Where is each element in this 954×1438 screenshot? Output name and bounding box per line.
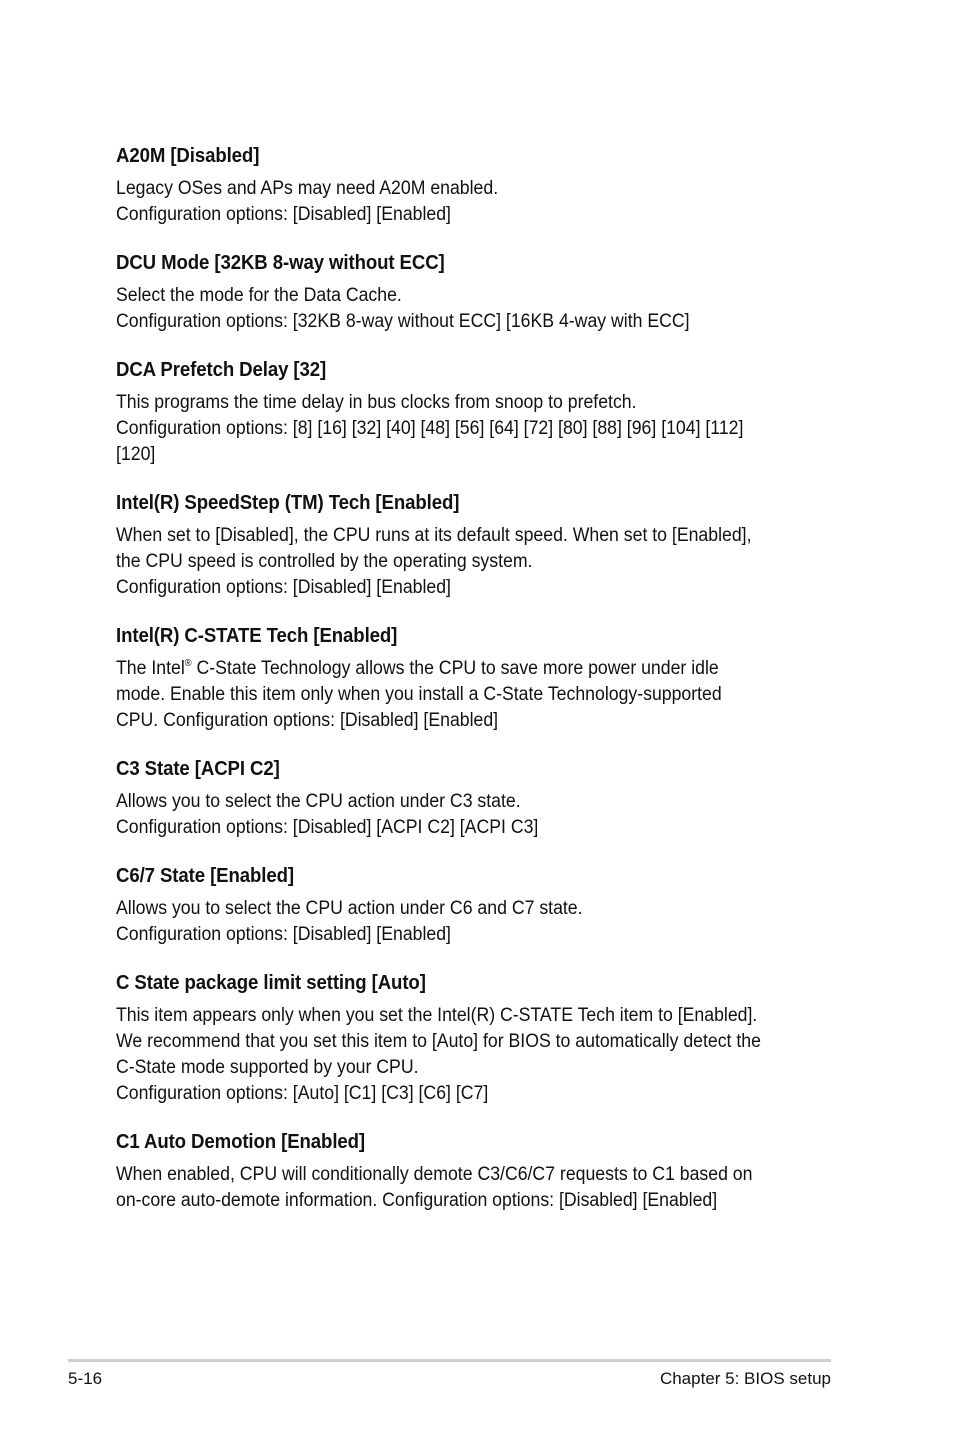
section-c-state-tech bbox=[116, 623, 856, 734]
body-line-start: The Intel bbox=[116, 658, 185, 679]
section-heading: Intel(R) C-STATE Tech [Enabled] bbox=[116, 625, 398, 647]
body-line: CPU. Configuration options: [Disabled] [Enabled] bbox=[116, 710, 499, 731]
body-line: This item appears only when you set the Intel(R) C-STATE Tech item to [Enabled]. bbox=[116, 1005, 758, 1026]
body-line: Configuration options: [Disabled] [ACPI C2] [ACPI C3] bbox=[116, 817, 539, 838]
page-content bbox=[116, 143, 856, 1236]
body-line: the CPU speed is controlled by the operating system. bbox=[116, 551, 533, 572]
body-line: Configuration options: [8] [16] [32] [40] [48] [56] [64] [72] [80] [88] [96] [104] [112] bbox=[116, 418, 744, 439]
section-body bbox=[116, 656, 832, 734]
section-dca-prefetch-delay bbox=[116, 357, 856, 468]
body-line-end: C-State Technology allows the CPU to save more power under idle bbox=[191, 658, 719, 679]
registered-mark: ® bbox=[184, 658, 192, 669]
section-heading: C State package limit setting [Auto] bbox=[116, 972, 426, 994]
chapter-title: Chapter 5: BIOS setup bbox=[659, 1369, 831, 1388]
body-line: on-core auto-demote information. Configuration options: [Disabled] [Enabled] bbox=[116, 1190, 718, 1211]
page-number: 5-16 bbox=[68, 1369, 103, 1388]
section-heading: C6/7 State [Enabled] bbox=[116, 865, 294, 887]
section-heading: DCA Prefetch Delay [32] bbox=[116, 359, 327, 381]
section-dcu-mode bbox=[116, 250, 856, 335]
section-c6-7-state bbox=[116, 863, 856, 948]
section-heading: C3 State [ACPI C2] bbox=[116, 758, 280, 780]
body-line: Configuration options: [Auto] [C1] [C3] [C6] [C7] bbox=[116, 1083, 489, 1104]
section-heading: C1 Auto Demotion [Enabled] bbox=[116, 1131, 366, 1153]
section-speedstep bbox=[116, 490, 856, 601]
section-c3-state bbox=[116, 756, 856, 841]
section-body bbox=[116, 176, 832, 228]
body-line: When enabled, CPU will conditionally demote C3/C6/C7 requests to C1 based on bbox=[116, 1164, 753, 1185]
body-line: [120] bbox=[116, 444, 156, 465]
section-c-state-package-limit bbox=[116, 970, 856, 1107]
body-line: Configuration options: [32KB 8-way without ECC] [16KB 4-way with ECC] bbox=[116, 311, 690, 332]
body-line: Allows you to select the CPU action under C6 and C7 state. bbox=[116, 898, 583, 919]
body-line: When set to [Disabled], the CPU runs at its default speed. When set to [Enabled], bbox=[116, 525, 752, 546]
body-line: Configuration options: [Disabled] [Enabled] bbox=[116, 204, 451, 225]
section-body bbox=[116, 789, 832, 841]
section-body bbox=[116, 283, 832, 335]
section-c1-auto-demotion bbox=[116, 1129, 856, 1214]
body-line: Configuration options: [Disabled] [Enabled] bbox=[116, 577, 451, 598]
section-heading: Intel(R) SpeedStep (TM) Tech [Enabled] bbox=[116, 492, 460, 514]
body-line: We recommend that you set this item to [Auto] for BIOS to automatically detect the bbox=[116, 1031, 761, 1052]
section-heading: DCU Mode [32KB 8-way without ECC] bbox=[116, 252, 445, 274]
body-line: Configuration options: [Disabled] [Enabled] bbox=[116, 924, 451, 945]
body-line: Legacy OSes and APs may need A20M enabled. bbox=[116, 178, 499, 199]
section-body bbox=[116, 1162, 832, 1214]
section-a20m bbox=[116, 143, 856, 228]
section-body bbox=[116, 523, 832, 601]
body-line: C-State mode supported by your CPU. bbox=[116, 1057, 419, 1078]
section-body bbox=[116, 896, 832, 948]
body-line: Select the mode for the Data Cache. bbox=[116, 285, 402, 306]
section-body bbox=[116, 390, 832, 468]
body-line: Allows you to select the CPU action under C3 state. bbox=[116, 791, 521, 812]
section-body bbox=[116, 1003, 832, 1107]
body-line: This programs the time delay in bus clocks from snoop to prefetch. bbox=[116, 392, 637, 413]
footer-divider bbox=[68, 1359, 831, 1362]
body-line: mode. Enable this item only when you install a C-State Technology-supported bbox=[116, 684, 722, 705]
section-heading: A20M [Disabled] bbox=[116, 145, 260, 167]
